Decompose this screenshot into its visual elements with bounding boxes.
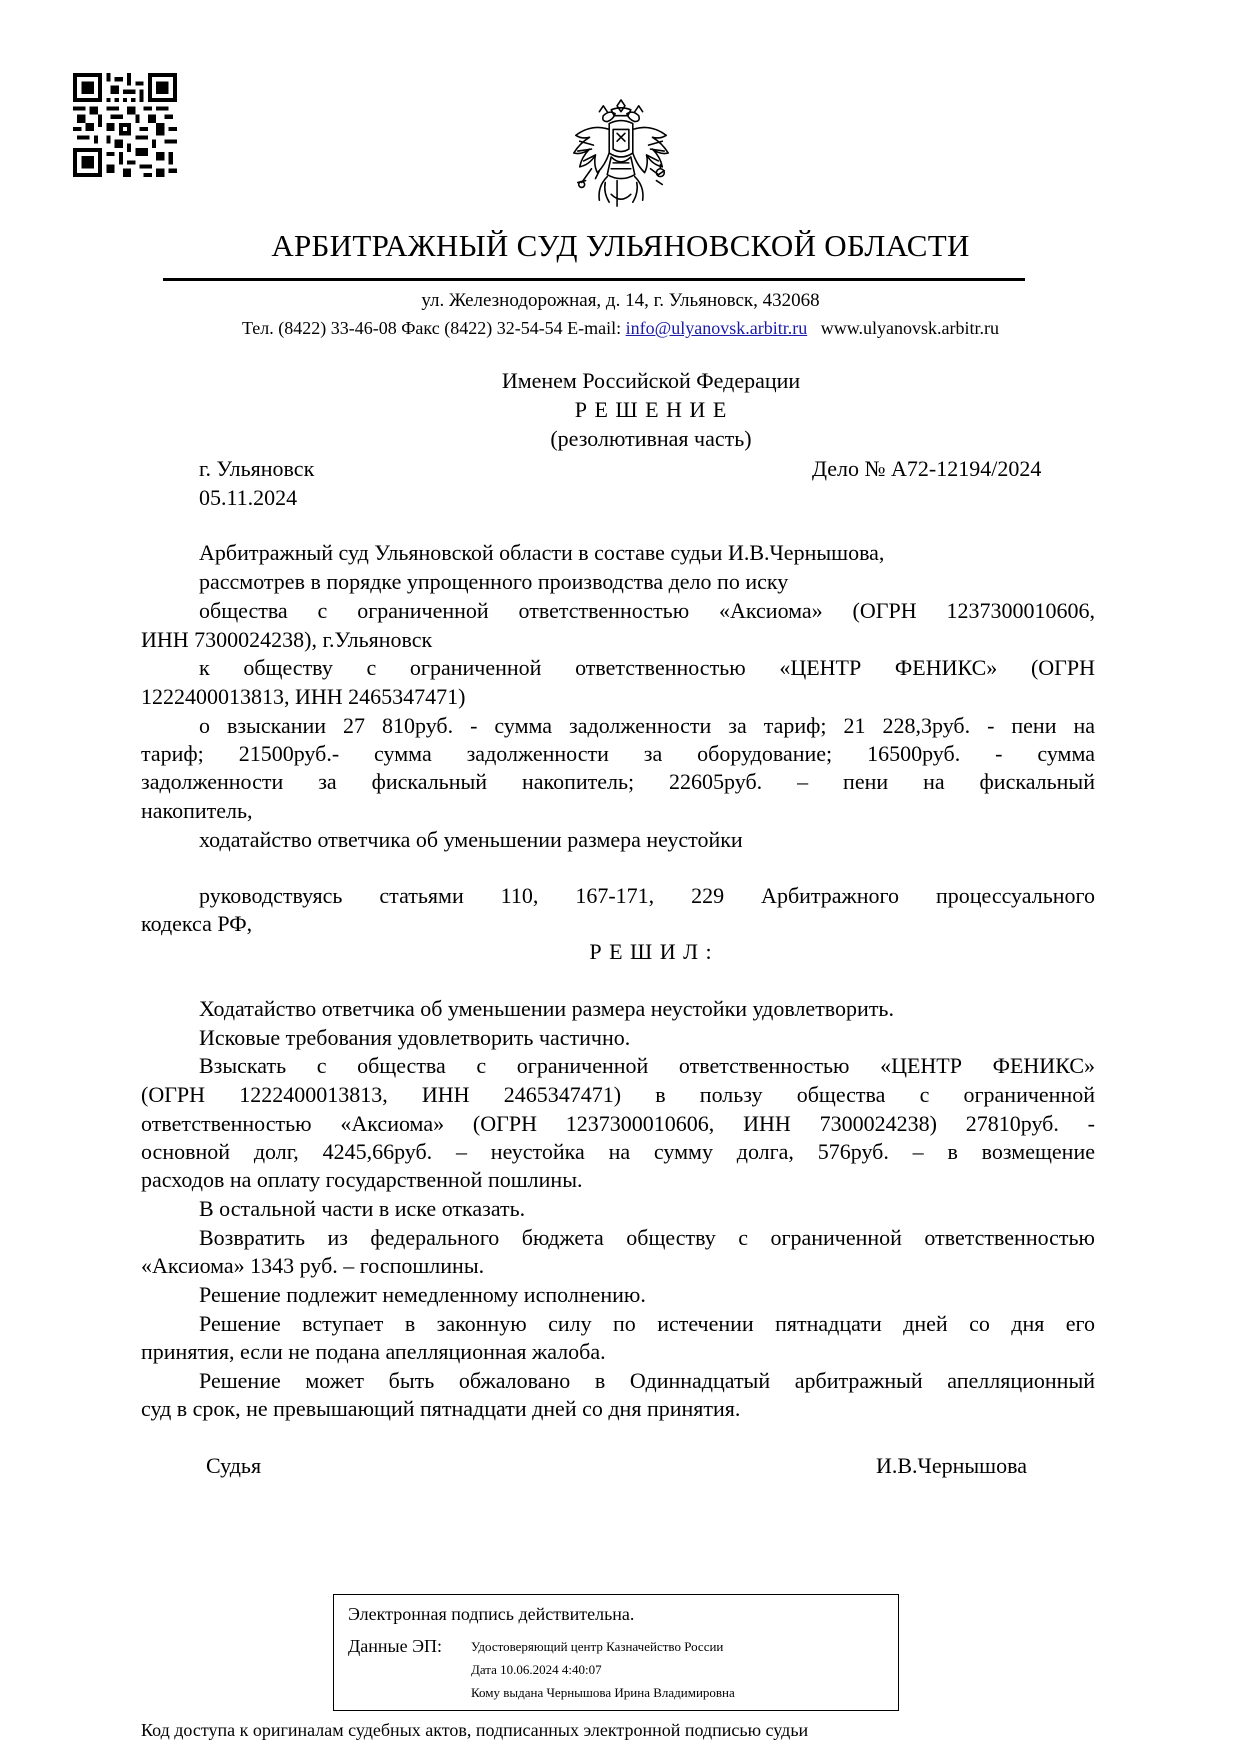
intro-line: общества с ограниченной ответственностью «Аксиома» (ОГРН 1237300010606, (199, 598, 1095, 623)
coat-of-arms-emblem (562, 96, 680, 214)
decision-title: Р Е Ш Е Н И Е (574, 397, 728, 422)
operative-line: суд в срок, не превышающий пятнадцати дней со дня принятия. (141, 1396, 741, 1421)
operative-line: расходов на оплату государственной пошлины. (141, 1167, 583, 1192)
decision-subtitle: (резолютивная часть) (550, 426, 752, 451)
intro-line: задолженности за фискальный накопитель; 22605руб. – пени на фискальный (141, 769, 1095, 794)
operative-line: (ОГРН 1222400013813, ИНН 2465347471) в пользу общества с ограниченной (141, 1082, 1095, 1107)
operative-line: Возвратить из федерального бюджета обществу с ограниченной ответственностью (199, 1225, 1095, 1250)
resolved-heading: Р Е Ш И Л : (589, 939, 713, 964)
intro-line: ходатайство ответчика об уменьшении размера неустойки (199, 827, 743, 852)
signature-role: Судья (206, 1453, 262, 1478)
intro-line: руководствуясь статьями 110, 167-171, 229 Арбитражного процессуального (199, 883, 1095, 908)
operative-line: Решение может быть обжаловано в Одиннадцатый арбитражный апелляционный (199, 1368, 1095, 1393)
court-address: ул. Железнодорожная, д. 14, г. Ульяновск, 432068 (421, 290, 820, 311)
e-signature-valid: Электронная подпись действительна. (348, 1604, 635, 1624)
court-contacts (0, 318, 1241, 339)
intro-line: накопитель, (141, 798, 253, 823)
operative-line: Исковые требования удовлетворить частично. (199, 1025, 631, 1050)
header-divider (163, 278, 1025, 281)
intro-line: рассмотрев в порядке упрощенного производства дело по иску (199, 569, 789, 594)
court-name: АРБИТРАЖНЫЙ СУД УЛЬЯНОВСКОЙ ОБЛАСТИ (271, 228, 970, 263)
e-signature-issuer: Удостоверяющий центр Казначейство России (471, 1639, 724, 1654)
e-signature-label: Данные ЭП: (348, 1636, 442, 1656)
in-the-name-line: Именем Российской Федерации (501, 368, 801, 393)
contacts-phone-fax: Тел. (8422) 33-46-08 Факс (8422) 32-54-54 E-mail: (241, 318, 626, 338)
qr-code (73, 73, 177, 177)
intro-line: о взыскании 27 810руб. - сумма задолженности за тариф; 21 228,3руб. - пени на (199, 713, 1095, 738)
city: г. Ульяновск (199, 456, 315, 481)
intro-line: тариф; 21500руб.- сумма задолженности за оборудование; 16500руб. - сумма (141, 741, 1095, 766)
decision-date: 05.11.2024 (199, 485, 298, 510)
operative-line: Решение вступает в законную силу по истечении пятнадцати дней со дня его (199, 1311, 1095, 1336)
operative-line: принятия, если не подана апелляционная жалоба. (141, 1339, 606, 1364)
operative-line: Ходатайство ответчика об уменьшении размера неустойки удовлетворить. (199, 996, 894, 1021)
case-number: Дело № А72-12194/2024 (812, 456, 1042, 481)
footer-access-code-text: Код доступа к оригиналам судебных актов, подписанных электронной подписью судьи (141, 1720, 809, 1740)
e-signature-date: Дата 10.06.2024 4:40:07 (471, 1662, 602, 1677)
intro-line: к обществу с ограниченной ответственностью «ЦЕНТР ФЕНИКС» (ОГРН (199, 655, 1095, 680)
website-text: www.ulyanovsk.arbitr.ru (820, 318, 1000, 338)
intro-line: Арбитражный суд Ульяновской области в составе судьи И.В.Чернышова, (199, 540, 885, 565)
operative-line: основной долг, 4245,66руб. – неустойка на сумму долга, 576руб. – в возмещение (141, 1139, 1095, 1164)
operative-line: Взыскать с общества с ограниченной ответственностью «ЦЕНТР ФЕНИКС» (199, 1053, 1095, 1078)
operative-line: ответственностью «Аксиома» (ОГРН 1237300010606, ИНН 7300024238) 27810руб. - (141, 1111, 1095, 1136)
intro-line: 1222400013813, ИНН 2465347471) (141, 684, 466, 709)
operative-line: В остальной части в иске отказать. (199, 1196, 526, 1221)
e-signature-issued-to: Кому выдана Чернышова Ирина Владимировна (471, 1685, 735, 1700)
intro-line: кодекса РФ, (141, 911, 253, 936)
signature-name: И.В.Чернышова (876, 1453, 1027, 1478)
email-link[interactable]: info@ulyanovsk.arbitr.ru (625, 318, 808, 338)
e-signature-box (333, 1594, 899, 1711)
intro-line: ИНН 7300024238), г.Ульяновск (141, 627, 433, 652)
operative-line: «Аксиома» 1343 руб. – госпошлины. (141, 1253, 485, 1278)
operative-line: Решение подлежит немедленному исполнению. (199, 1282, 646, 1307)
